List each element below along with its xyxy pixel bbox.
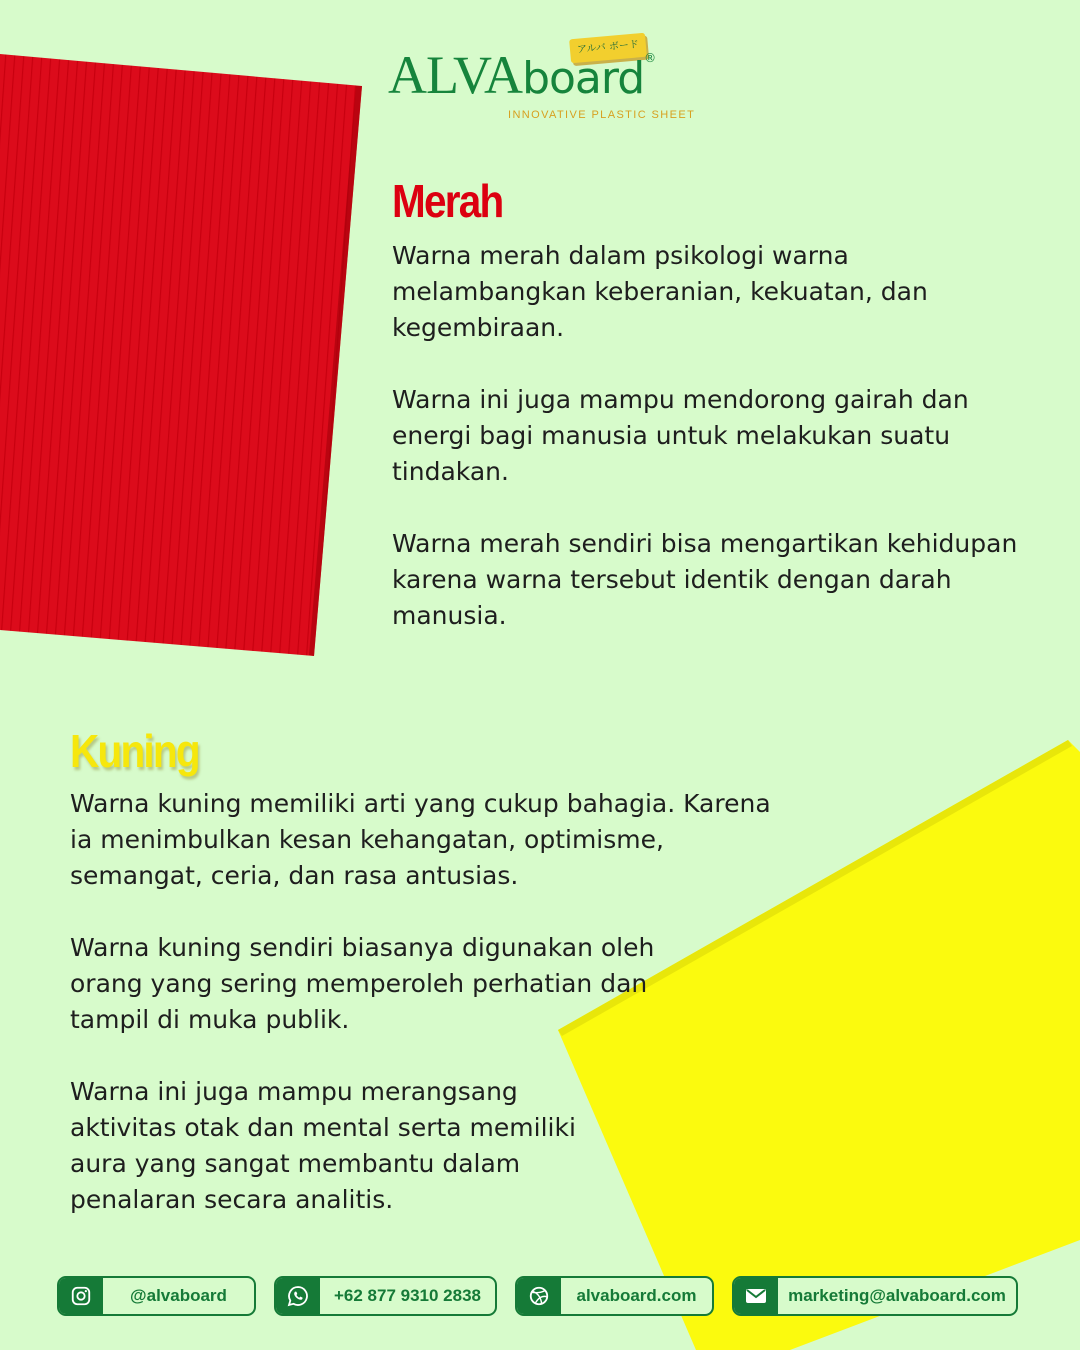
kuning-paragraph: Warna ini juga mampu merangsang aktivitas otak dan mental serta memiliki aura yang sangat membantu dalam penalaran secara analitis. [70, 1077, 576, 1214]
mail-icon [734, 1278, 778, 1314]
logo-tagline: INNOVATIVE PLASTIC SHEET [508, 109, 696, 121]
whatsapp-icon [276, 1278, 320, 1314]
merah-paragraph: Warna merah dalam psikologi warna melambangkan keberanian, kekuatan, dan kegembiraan. [392, 241, 928, 342]
email-address: marketing@alvaboard.com [788, 1286, 1006, 1305]
logo-badge: アルバ ボード [569, 33, 647, 64]
whatsapp-contact[interactable] [274, 1276, 497, 1316]
merah-description [392, 238, 1032, 670]
heading-merah: Merah [392, 175, 503, 227]
registered-mark: ® [644, 51, 657, 65]
heading-kuning: Kuning [70, 725, 199, 777]
instagram-contact[interactable] [57, 1276, 256, 1316]
merah-paragraph: Warna merah sendiri bisa mengartikan kehidupan karena warna tersebut identik dengan darah manusia. [392, 529, 1018, 630]
email-contact[interactable] [732, 1276, 1018, 1316]
kuning-paragraph: Warna kuning sendiri biasanya digunakan oleh orang yang sering memperoleh perhatian dan tampil di muka publik. [70, 933, 655, 1034]
globe-icon [517, 1278, 561, 1314]
logo-alva: ALVA [388, 45, 523, 105]
merah-paragraph: Warna ini juga mampu mendorong gairah dan energi bagi manusia untuk melakukan suatu tindakan. [392, 385, 969, 486]
instagram-handle: @alvaboard [130, 1286, 227, 1305]
kuning-paragraph: Warna kuning memiliki arti yang cukup bahagia. Karena ia menimbulkan kesan kehangatan, optimisme, semangat, ceria, dan rasa antusias. [70, 789, 771, 890]
website-contact[interactable] [515, 1276, 714, 1316]
website-url: alvaboard.com [576, 1286, 697, 1305]
whatsapp-number: +62 877 9310 2838 [333, 1286, 481, 1305]
logo-board: board [522, 53, 645, 104]
kuning-description [70, 786, 830, 1254]
alvaboard-logo [388, 34, 698, 126]
instagram-icon [59, 1278, 103, 1314]
